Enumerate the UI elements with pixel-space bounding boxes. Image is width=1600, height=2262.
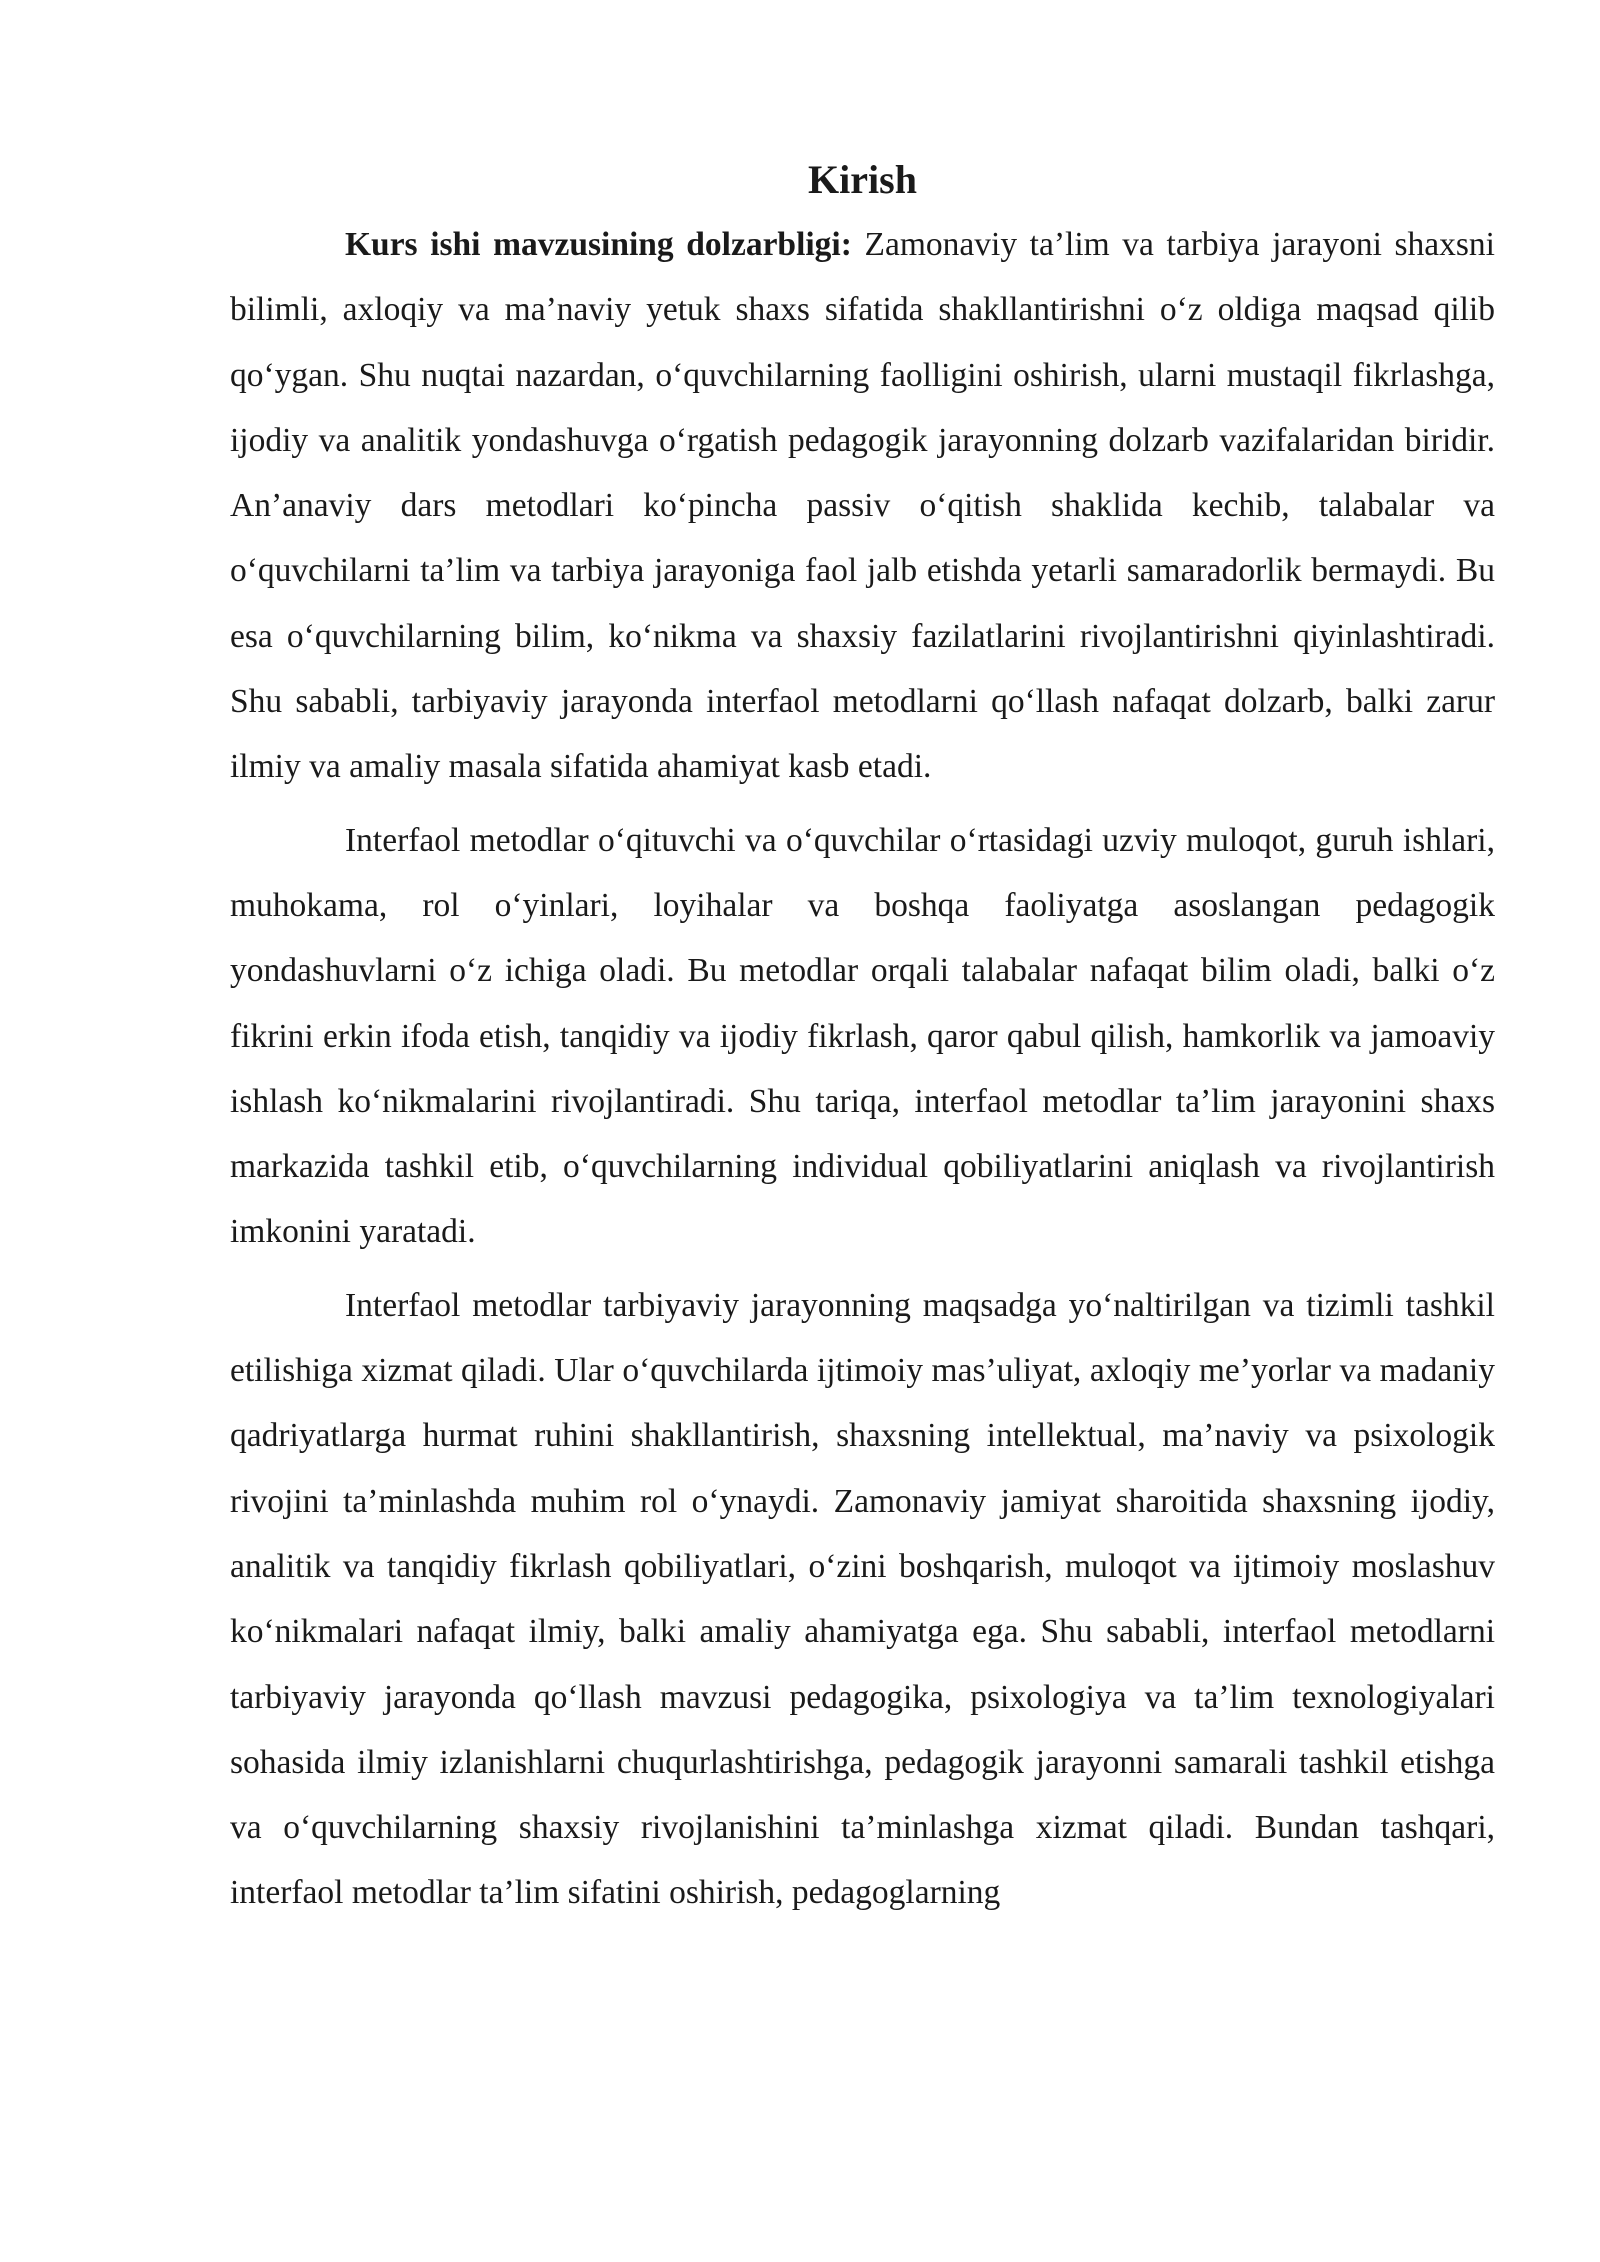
paragraph-text: Interfaol metodlar tarbiyaviy jarayonning maqsadga yo‘naltirilgan va tizimli tashkil etilishiga xizmat qiladi. Ular o‘quvchilarda ijtimoiy mas’uliyat, axloqiy me’yorlar va madaniy qadriyatlarga hurmat ruhini shakllantirish, shaxsning intellektual, ma’naviy va psixologik rivojini ta’minlashda muhim rol o‘ynaydi. Zamonaviy jamiyat sharoitida shaxsning ijodiy, analitik va tanqidiy fikrlash qobiliyatlari, o‘zini boshqarish, muloqot va ijtimoiy moslashuv ko‘nikmalari nafaqat ilmiy, balki amaliy ahamiyatga ega. Shu sababli, interfaol metodlarni tarbiyaviy jarayonda qo‘llash mavzusi pedagogika, psixologiya va ta’lim texnologiyalari sohasida ilmiy izlanishlarni chuqurlashtirishga, pedagogik jarayonni samarali tashkil etishga va o‘quvchilarning shaxsiy rivojlanishini ta’minlashga xizmat qiladi. Bundan tashqari, interfaol metodlar ta’lim sifatini oshirish, pedagoglarning <box>230 1286 1495 1912</box>
page-title: Kirish <box>808 157 917 202</box>
paragraph-text: Zamonaviy ta’lim va tarbiya jarayoni shaxsni bilimli, axloqiy va ma’naviy yetuk shaxs sifatida shakllantirishni o‘z oldiga maqsad qilib qo‘ygan. Shu nuqtai nazardan, o‘quvchilarning faolligini oshirish, ularni mustaqil fikrlashga, ijodiy va analitik yondashuvga o‘rgatish pedagogik jarayonning dolzarb vazifalaridan biridir. An’anaviy dars metodlari ko‘pincha passiv o‘qitish shaklida kechib, talabalar va o‘quvchilarni ta’lim va tarbiya jarayoniga faol jalb etishda yetarli samaradorlik bermaydi. Bu esa o‘quvchilarning bilim, ko‘nikma va shaxsiy fazilatlarini rivojlantirishni qiyinlashtiradi. Shu sababli, tarbiyaviy jarayonda interfaol metodlarni qo‘llash nafaqat dolzarb, balki zarur ilmiy va amaliy masala sifatida ahamiyat kasb etadi. <box>230 226 1495 786</box>
paragraph-relevance <box>230 212 1495 800</box>
document-page <box>230 150 1495 1934</box>
paragraph-educational-process <box>230 1273 1495 1926</box>
paragraph-interactive-methods <box>230 808 1495 1265</box>
paragraph-lead: Kurs ishi mavzusining dolzarbligi: <box>345 226 852 263</box>
paragraph-text: Interfaol metodlar o‘qituvchi va o‘quvchilar o‘rtasidagi uzviy muloqot, guruh ishlari, muhokama, rol o‘yinlari, loyihalar va boshqa faoliyatga asoslangan pedagogik yondashuvlarni o‘z ichiga oladi. Bu metodlar orqali talabalar nafaqat bilim oladi, balki o‘z fikrini erkin ifoda etish, tanqidiy va ijodiy fikrlash, qaror qabul qilish, hamkorlik va jamoaviy ishlash ko‘nikmalarini rivojlantiradi. Shu tariqa, interfaol metodlar ta’lim jarayonini shaxs markazida tashkil etib, o‘quvchilarning individual qobiliyatlarini aniqlash va rivojlantirish imkonini yaratadi. <box>230 821 1495 1251</box>
